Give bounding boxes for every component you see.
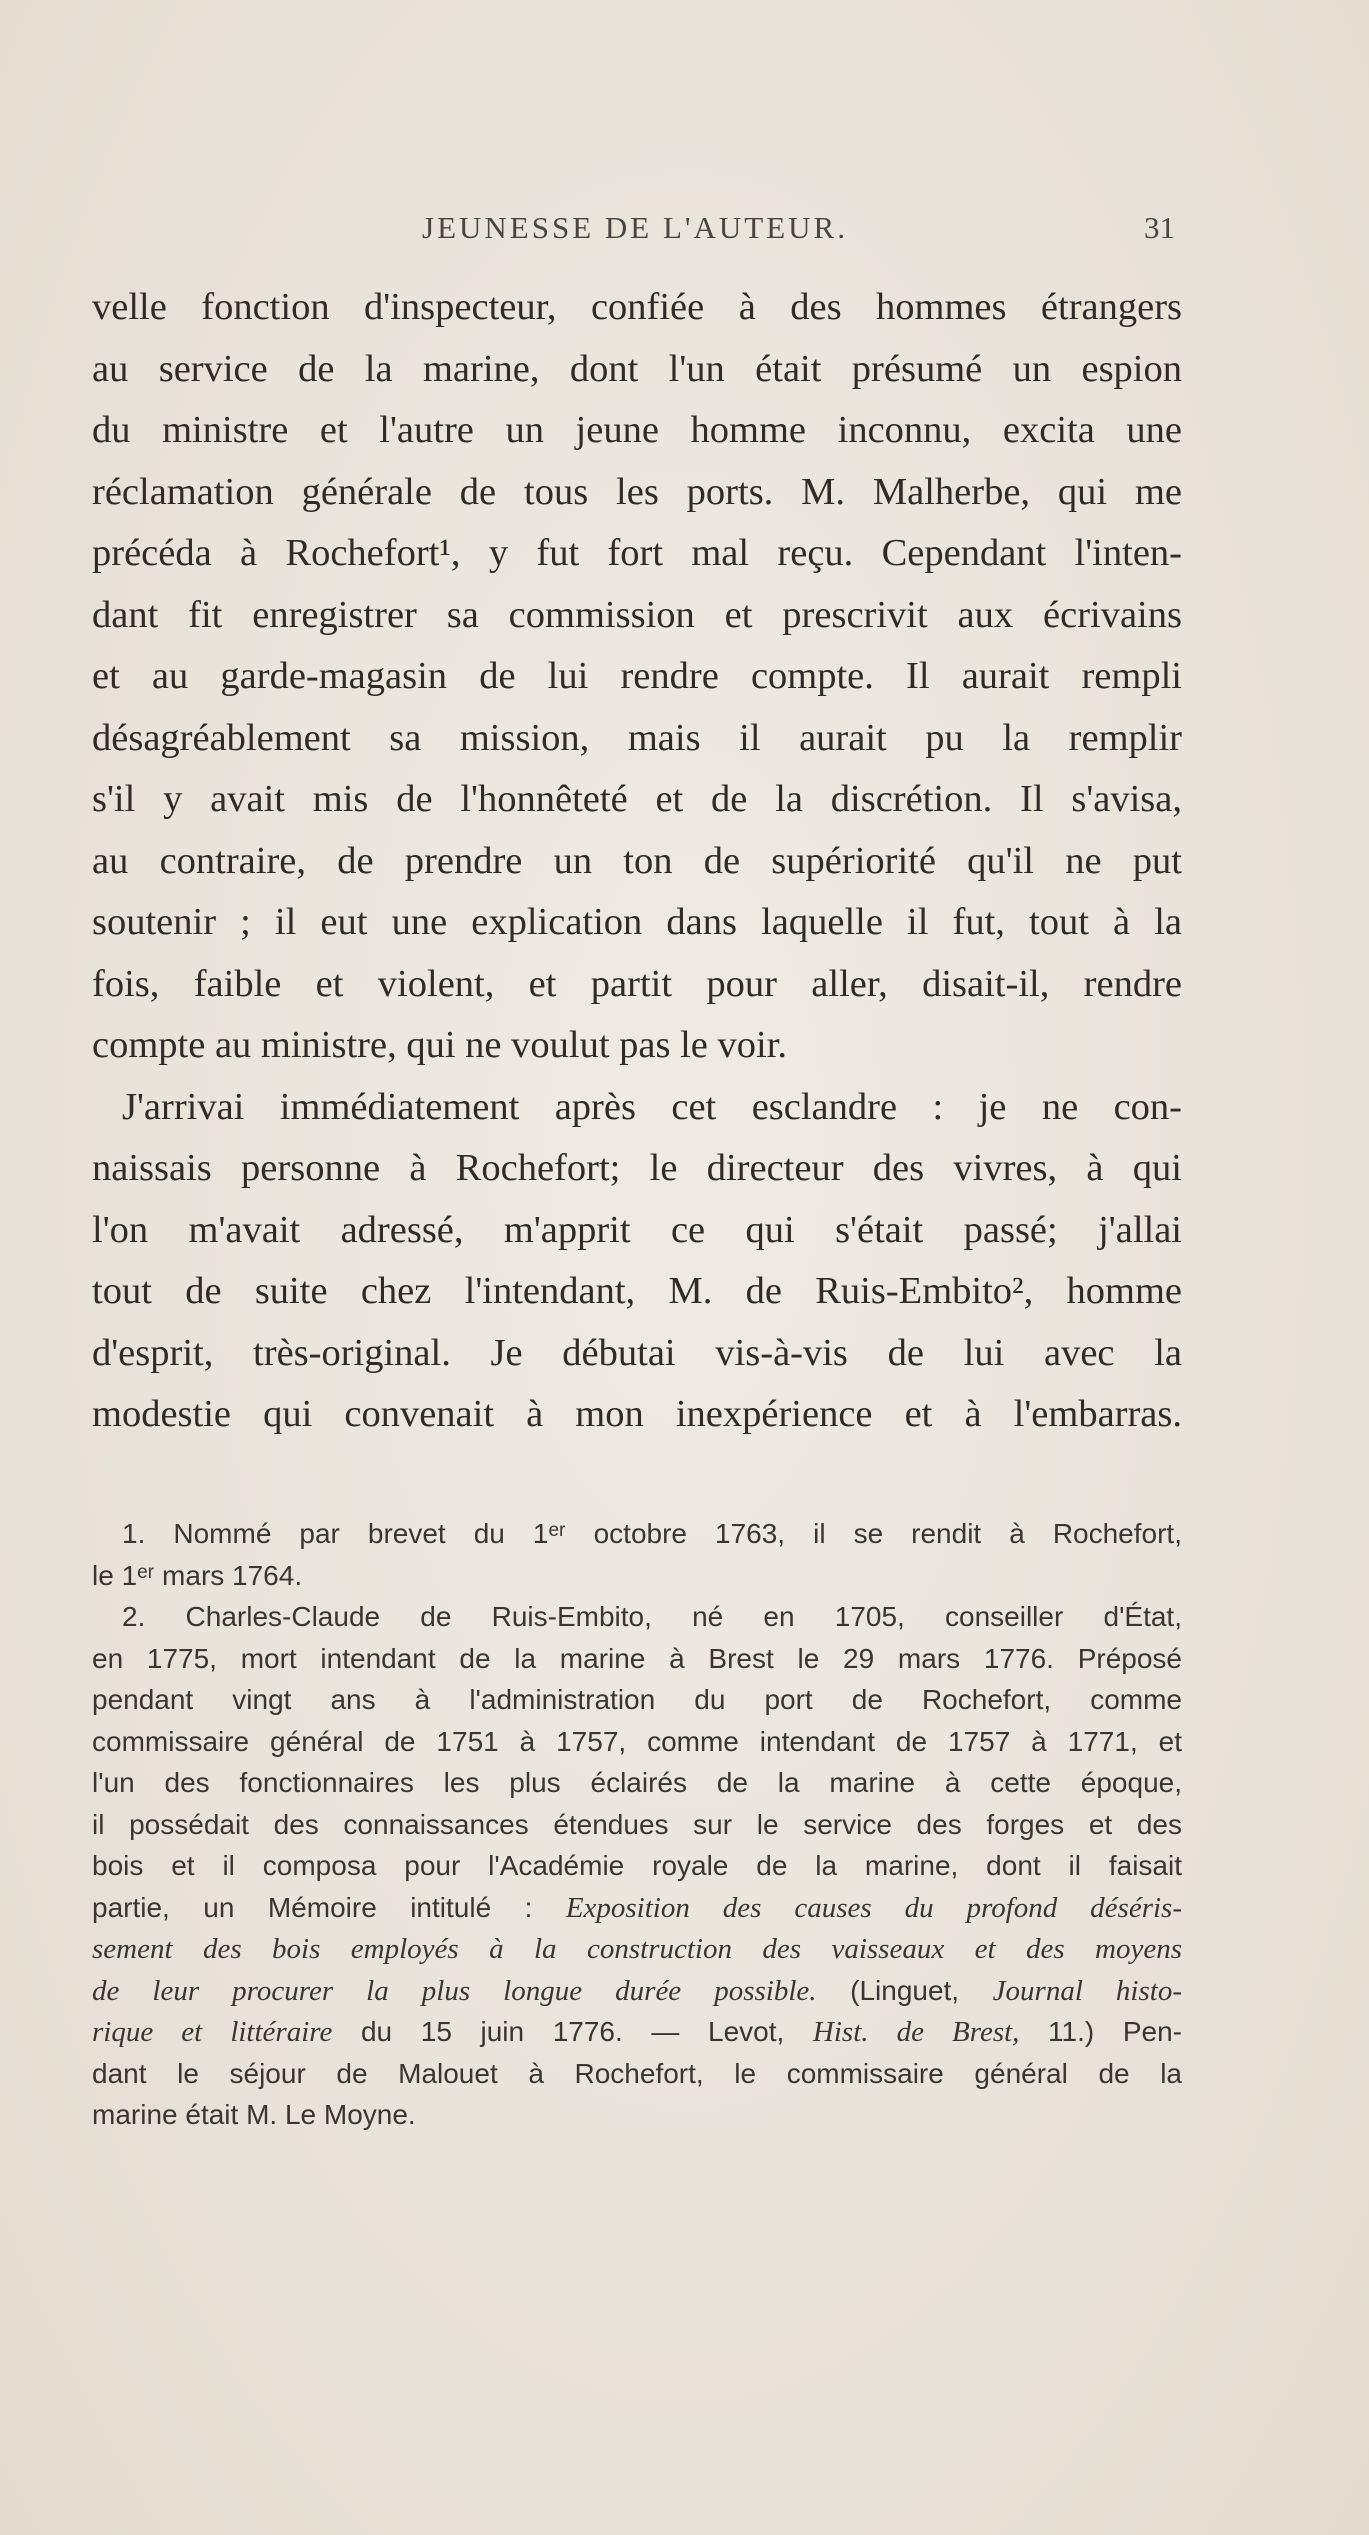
footnote-italic-title: de leur procurer la plus longue durée possible. — [92, 1974, 817, 2007]
footnote-line: il possédait des connaissances étendues sur le service des forges et des — [92, 1808, 1182, 1840]
body-line: tout de suite chez l'intendant, M. de Ruis-Embito², homme — [92, 1270, 1182, 1312]
footnote-text: du 15 juin 1776. — Levot, — [332, 2016, 813, 2047]
footnote-line — [92, 1928, 1182, 1970]
body-text — [92, 277, 1182, 1446]
footnote-italic-journal: Journal histo- — [992, 1974, 1182, 2007]
footnote-line — [92, 2011, 1182, 2053]
footnote-text: 11.) Pen- — [1019, 2016, 1182, 2047]
footnote-line: le 1ᵉʳ mars 1764. — [92, 1559, 303, 1591]
body-line: au service de la marine, dont l'un était présumé un espion — [92, 347, 1182, 390]
footnote-line: bois et il composa pour l'Académie royale de la marine, dont il faisait — [92, 1850, 1182, 1881]
body-line: J'arrivai immédiatement après cet esclandre : je ne con- — [122, 1085, 1182, 1128]
body-line: et au garde-magasin de lui rendre compte. Il aurait rempli — [92, 655, 1182, 697]
body-line: s'il y avait mis de l'honnêteté et de la discrétion. Il s'avisa, — [92, 778, 1182, 820]
footnote-line — [92, 1970, 1182, 2012]
body-line: désagréablement sa mission, mais il aurait pu la remplir — [92, 716, 1182, 759]
footnote-line: dant le séjour de Malouet à Rochefort, le commissaire général de la — [92, 2057, 1182, 2089]
body-line: velle fonction d'inspecteur, confiée à des hommes étrangers — [92, 286, 1182, 328]
body-line: du ministre et l'autre un jeune homme inconnu, excita une — [92, 409, 1182, 451]
footnote-line: commissaire général de 1751 à 1757, comme intendant de 1757 à 1771, et — [92, 1725, 1182, 1757]
footnote-italic-title: sement des bois employés à la construction des vaisseaux et des moyens — [92, 1933, 1182, 1965]
footnote-line: l'un des fonctionnaires les plus éclairés de la marine à cette époque, — [92, 1767, 1182, 1798]
body-line: d'esprit, très-original. Je débutai vis-à-vis de lui avec la — [92, 1331, 1182, 1374]
footnote-italic-journal: rique et littéraire — [92, 2016, 333, 2048]
body-line: réclamation générale de tous les ports. M. Malherbe, qui me — [92, 470, 1182, 513]
footnote-text: (Linguet, — [816, 1974, 993, 2006]
running-head — [95, 210, 1175, 250]
footnote-line: 2. Charles-Claude de Ruis-Embito, né en 1705, conseiller d'État, — [122, 1601, 1182, 1632]
body-line: naissais personne à Rochefort; le directeur des vivres, à qui — [92, 1147, 1182, 1189]
footnote-line — [92, 1887, 1182, 1929]
footnotes — [92, 1513, 1182, 2136]
footnote-line: 1. Nommé par brevet du 1ᵉʳ octobre 1763, il se rendit à Rochefort, — [122, 1518, 1182, 1549]
body-line: dant fit enregistrer sa commission et prescrivit aux écrivains — [92, 593, 1182, 636]
body-line: modestie qui convenait à mon inexpérience et à l'embarras. — [92, 1393, 1182, 1435]
body-line: précéda à Rochefort¹, y fut fort mal reçu. Cependant l'inten- — [92, 532, 1182, 574]
running-title: JEUNESSE DE L'AUTEUR. — [422, 210, 848, 245]
page-number: 31 — [1144, 210, 1175, 245]
footnote-line: marine était M. Le Moyne. — [92, 2099, 416, 2130]
body-line: fois, faible et violent, et partit pour aller, disait-il, rendre — [92, 962, 1182, 1005]
body-line: compte au ministre, qui ne voulut pas le voir. — [92, 1024, 788, 1066]
footnote-italic-book: Hist. de Brest, — [812, 2016, 1020, 2048]
footnote-line: pendant vingt ans à l'administration du port de Rochefort, comme — [92, 1684, 1182, 1715]
footnote-text: partie, un Mémoire intitulé : — [92, 1891, 566, 1923]
body-line: au contraire, de prendre un ton de supériorité qu'il ne put — [92, 839, 1182, 882]
footnote-italic-title: Exposition des causes du profond déséris- — [565, 1891, 1182, 1924]
body-line: l'on m'avait adressé, m'apprit ce qui s'était passé; j'allai — [92, 1208, 1182, 1251]
body-line: soutenir ; il eut une explication dans laquelle il fut, tout à la — [92, 901, 1182, 943]
footnote-line: en 1775, mort intendant de la marine à Brest le 29 mars 1776. Préposé — [92, 1642, 1182, 1674]
